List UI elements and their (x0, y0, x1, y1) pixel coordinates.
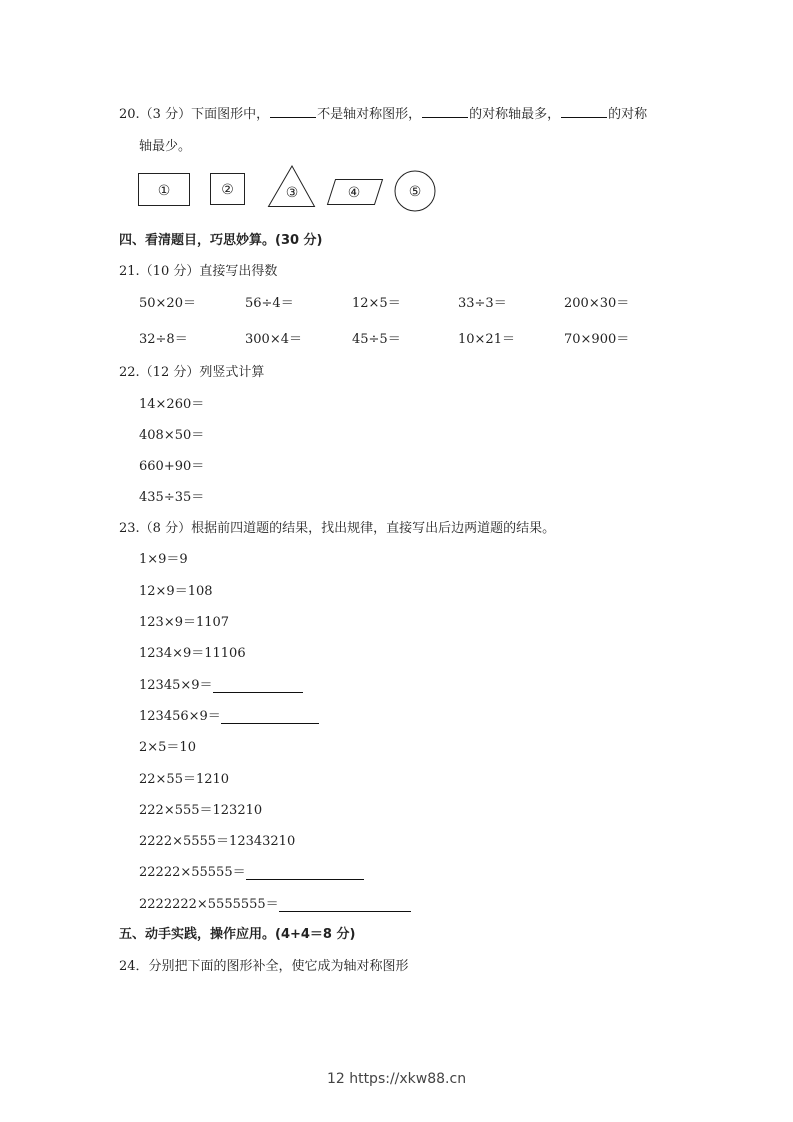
q20-text-4: 的对称 (608, 107, 648, 122)
shape-label-5: ⑤ (408, 184, 422, 200)
q21-item: 32÷8＝ (139, 332, 188, 347)
q23-blank-expression: 2222222×5555555＝ (139, 897, 279, 912)
q21-item: 70×900＝ (564, 332, 630, 347)
q20-shapes-figure (0, 0, 793, 230)
q23-answer-blank-1[interactable] (213, 680, 303, 693)
q23-blank-item (139, 705, 319, 724)
q20-text-2: 不是轴对称图形， (317, 107, 422, 122)
shape-label-2: ② (221, 182, 234, 198)
shape-rectangle (139, 174, 190, 206)
shape-circle (395, 171, 435, 211)
q20-line-2: 轴最少。 (139, 139, 192, 154)
q23-blank-item (139, 893, 411, 912)
q21-item: 45÷5＝ (352, 332, 401, 347)
q23-item: 2222×5555＝12343210 (139, 834, 296, 849)
q22-item: 408×50＝ (139, 428, 205, 443)
shape-label-4: ④ (347, 185, 361, 201)
shape-parallelogram (328, 180, 383, 205)
section-5-heading: 五、动手实践，操作应用。(4+4＝8 分) (119, 927, 356, 942)
shape-label-1: ① (157, 183, 171, 199)
q21-item: 56÷4＝ (245, 296, 294, 311)
section-4-heading: 四、看清题目，巧思妙算。(30 分) (119, 233, 323, 248)
q20-text-3: 的对称轴最多， (469, 107, 561, 122)
q23-blank-item (139, 861, 364, 880)
q22-item: 14×260＝ (139, 397, 205, 412)
q23-answer-blank-4[interactable] (279, 899, 411, 912)
q22-item: 435÷35＝ (139, 490, 205, 505)
q23-item: 2×5＝10 (139, 740, 196, 755)
q23-item: 12×9＝108 (139, 584, 213, 599)
q23-item: 1×9＝9 (139, 552, 188, 567)
q23-answer-blank-2[interactable] (221, 711, 319, 724)
shape-square (211, 174, 245, 205)
page-footer: 12 https://xkw88.cn (326, 1071, 467, 1087)
q21-item: 10×21＝ (458, 332, 515, 347)
q23-title: 23.（8 分）根据前四道题的结果，找出规律，直接写出后边两道题的结果。 (119, 521, 556, 536)
q23-blank-expression: 12345×9＝ (139, 678, 213, 693)
shape-label-3: ③ (285, 185, 299, 201)
q23-item: 123×9＝1107 (139, 615, 230, 630)
q21-item: 33÷3＝ (458, 296, 507, 311)
q21-item: 50×20＝ (139, 296, 196, 311)
q21-title: 21.（10 分）直接写出得数 (119, 264, 278, 279)
q23-blank-item (139, 674, 303, 693)
q24-title: 24．分别把下面的图形补全，使它成为轴对称图形 (119, 959, 409, 974)
q23-blank-expression: 123456×9＝ (139, 709, 221, 724)
q22-item: 660+90＝ (139, 459, 205, 474)
q20-text-1: 20.（3 分）下面图形中， (119, 107, 270, 122)
q23-blank-expression: 22222×55555＝ (139, 865, 246, 880)
q23-answer-blank-3[interactable] (246, 867, 364, 880)
q23-item: 22×55＝1210 (139, 772, 230, 787)
q21-item: 12×5＝ (352, 296, 401, 311)
q21-item: 300×4＝ (245, 332, 302, 347)
q23-item: 1234×9＝11106 (139, 646, 246, 661)
q23-item: 222×555＝123210 (139, 803, 263, 818)
q21-item: 200×30＝ (564, 296, 630, 311)
q22-title: 22.（12 分）列竖式计算 (119, 365, 265, 380)
shape-triangle (269, 166, 315, 207)
